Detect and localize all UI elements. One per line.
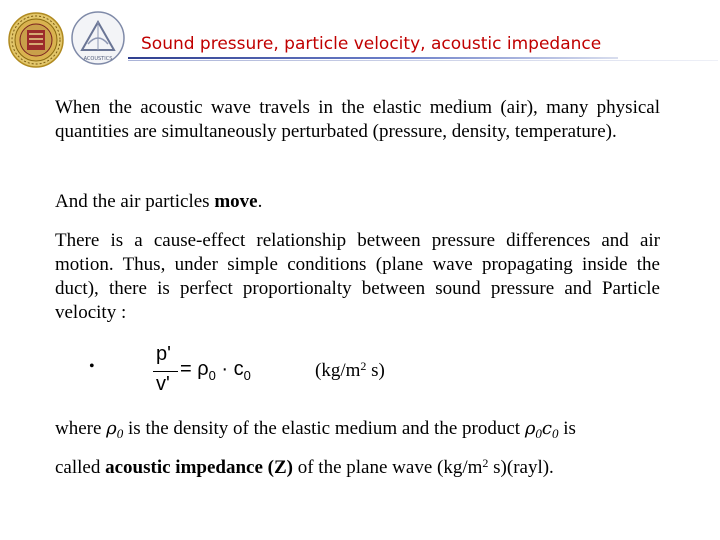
text: is <box>558 418 576 439</box>
bullet: • <box>89 358 95 375</box>
denominator: v' <box>156 373 170 395</box>
text: called <box>55 457 106 478</box>
emphasis-move: move <box>214 191 258 212</box>
equation-rhs <box>180 358 251 383</box>
paragraph-cause-effect: There is a cause-effect relationship between pressure differences and air motion. Thus, under simple conditions (plane wave propagating inside the duct), there is perfect proportionalty between sound pressure and Particle velocity : <box>55 230 660 323</box>
subscript: 0 <box>243 368 251 383</box>
university-seal-logo <box>8 12 64 68</box>
title-underline <box>128 57 618 59</box>
paragraph-impedance <box>55 456 554 479</box>
text: s) <box>366 360 385 381</box>
text: s)(rayl). <box>488 457 554 478</box>
title-underline-thin <box>128 60 718 61</box>
numerator: p' <box>156 343 171 365</box>
text: where <box>55 418 107 439</box>
text: is the density of the elastic medium and the product <box>123 418 525 439</box>
subscript: 0 <box>116 426 124 441</box>
text: . <box>257 191 263 212</box>
dot-c: · c <box>215 358 244 380</box>
subscript: 0 <box>535 426 542 441</box>
rho-symbol: ρ <box>106 418 117 439</box>
svg-text:ACOUSTICS: ACOUSTICS <box>83 56 113 62</box>
superscript: 2 <box>360 359 367 373</box>
paragraph-perturbation: When the acoustic wave travels in the elastic medium (air), many physical quantities are simultaneously perturbated (pressure, density, temperature). <box>55 97 660 142</box>
c-symbol: c <box>541 418 552 439</box>
subscript: 0 <box>552 426 559 441</box>
text: of the plane wave (kg/m <box>292 457 483 478</box>
rho: = ρ <box>180 358 209 380</box>
equation-units <box>315 359 385 382</box>
subscript: 0 <box>208 368 216 383</box>
acoustics-lab-logo <box>70 10 126 70</box>
paragraph-density <box>55 418 576 442</box>
paragraph-particles-move <box>55 190 660 214</box>
text: And the air particles <box>55 191 215 212</box>
header <box>0 0 720 78</box>
emphasis-impedance: acoustic impedance (Z) <box>105 457 293 478</box>
rho-symbol: ρ <box>524 418 536 439</box>
text: (kg/m <box>315 360 361 381</box>
fraction-bar <box>153 371 178 372</box>
superscript: 2 <box>482 456 489 470</box>
page-title: Sound pressure, particle velocity, acoustic impedance <box>141 34 602 54</box>
